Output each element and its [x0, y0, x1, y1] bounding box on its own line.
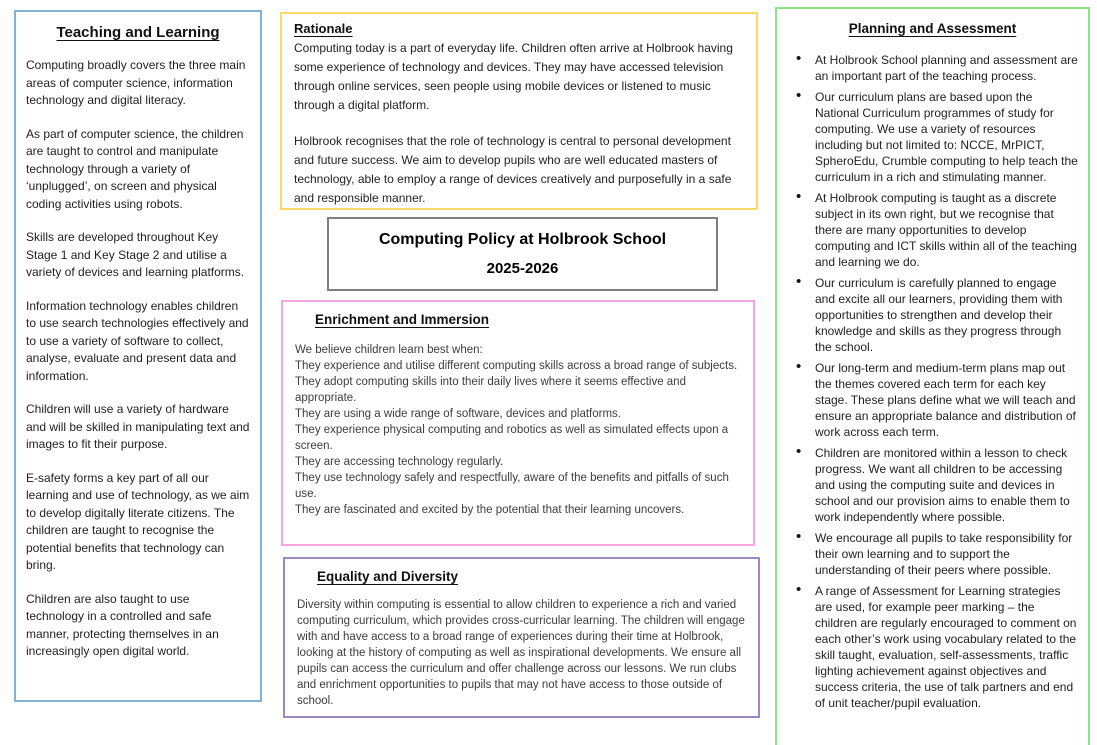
planning-bullet: • Our curriculum plans are based upon the National Curriculum programmes of study for computing. We use a variety of resources including but not limited to: NCCE, MrPICT, SpheroEdu, Crumble computing to help teach the curriculum in a rich and stimulating manner.: [787, 89, 1078, 185]
enrichment-and-immersion-box: [281, 300, 755, 546]
teaching-paragraphs: [26, 57, 250, 661]
planning-bullet: • Our long-term and medium-term plans map out the themes covered each term for each key stage. These plans define what we will teach and ensure an appropriate balance and distribution of work across each term.: [787, 360, 1078, 440]
planning-bullet-list: [787, 52, 1078, 711]
teaching-paragraph: Information technology enables children to use search technologies effectively and to use a variety of software to collect, analyse, evaluate and present data and information.: [26, 298, 249, 383]
teaching-paragraph: E-safety forms a key part of all our learning and use of technology, as we aim to develop digitally literate citizens. The children are taught to recognise the potential benefits that technology can bring.: [26, 470, 250, 572]
teaching-paragraph: Children will use a variety of hardware and will be skilled in manipulating text and images to fit their purpose.: [26, 402, 250, 451]
equality-heading: Equality and Diversity: [317, 569, 459, 584]
enrichment-line: They experience physical computing and robotics as well as simulated effects upon a screen.: [295, 424, 729, 452]
enrichment-line: We believe children learn best when:: [295, 344, 483, 356]
planning-bullet: • At Holbrook computing is taught as a discrete subject in its own right, but we recognise that there are many opportunities to develop computing and ICT skills within all of the teaching and learning we do.: [787, 190, 1078, 270]
enrichment-line: They adopt computing skills into their daily lives where it seems effective and appropriate.: [295, 376, 686, 404]
planning-bullet: • Our curriculum is carefully planned to engage and excite all our learners, providing them with opportunities to strengthen and develop their knowledge and skills as they progress through the school.: [787, 275, 1078, 355]
rationale-paragraph: Holbrook recognises that the role of technology is central to personal development and future success. We aim to develop pupils who are well educated masters of technology, able to employ a range of devices creatively and purposefully in a safe and responsible manner.: [294, 134, 732, 205]
rationale-box: [280, 12, 758, 210]
policy-title: Computing Policy at Holbrook School: [378, 230, 667, 248]
planning-bullet: • At Holbrook School planning and assessment are an important part of the teaching process.: [787, 52, 1078, 84]
planning-bullet: • Children are monitored within a lesson to check progress. We want all children to be accessing and using the computing suite and devices in school and our provision aims to enable them to work independently where possible.: [787, 445, 1078, 525]
policy-title-box: [327, 217, 718, 291]
policy-years: 2025-2026: [486, 260, 559, 278]
rationale-heading: Rationale: [294, 21, 353, 36]
enrichment-line: They are using a wide range of software, devices and platforms.: [295, 408, 622, 420]
teaching-paragraph: Children are also taught to use technology in a controlled and safe manner, protecting themselves in an increasingly open digital world.: [26, 591, 219, 658]
enrichment-line: They are accessing technology regularly.: [295, 456, 504, 468]
enrichment-heading: Enrichment and Immersion: [315, 312, 490, 327]
teaching-heading: Teaching and Learning: [56, 24, 220, 41]
equality-and-diversity-box: [283, 557, 760, 718]
planning-bullet: • We encourage all pupils to take responsibility for their own learning and to support the understanding of their peers where possible.: [787, 530, 1078, 578]
teaching-paragraph: As part of computer science, the children are taught to control and manipulate technology through a variety of ‘unplugged’, on screen and physical coding activities using robots.: [26, 126, 244, 211]
rationale-paragraphs: [294, 39, 744, 208]
planning-and-assessment-box: [775, 7, 1090, 745]
rationale-paragraph: Computing today is a part of everyday life. Children often arrive at Holbrook having some experience of technology and devices. They may have accessed television through online services, seen people using mobile devices or listened to music through a digital platform.: [294, 41, 733, 112]
enrichment-line: They use technology safely and respectfully, aware of the benefits and pitfalls of such use.: [295, 472, 729, 500]
teaching-paragraph: Skills are developed throughout Key Stage 1 and Key Stage 2 and utilise a variety of devices and learning platforms.: [26, 230, 245, 279]
teaching-paragraph: Computing broadly covers the three main areas of computer science, information technology and digital literacy.: [26, 58, 246, 107]
planning-bullet: • A range of Assessment for Learning strategies are used, for example peer marking – the children are regularly encouraged to comment on each other’s work using vocabulary related to the skill taught, evaluation, self-assessments, traffic lighting achievement against objectives and success criteria, the use of talk partners and end of unit teacher/pupil evaluation.: [787, 583, 1078, 711]
enrichment-line: They experience and utilise different computing skills across a broad range of subjects.: [295, 360, 738, 372]
teaching-and-learning-box: [14, 10, 262, 702]
equality-body: Diversity within computing is essential to allow children to experience a rich and varied computing curriculum, which provides cross-curricular learning. The children will engage with and have access to a broad range of experiences during their time at Holbrook, looking at the history of computing as well as inspirational developments. We ensure all pupils can access the curriculum and offer challenge across our lessons. We run clubs and enrichment opportunities to pupils that may not have access to those outside of school.: [297, 599, 745, 707]
enrichment-line: They are fascinated and excited by the potential that their learning uncovers.: [295, 504, 685, 516]
enrichment-lines: [295, 342, 741, 518]
planning-heading: Planning and Assessment: [848, 21, 1017, 36]
